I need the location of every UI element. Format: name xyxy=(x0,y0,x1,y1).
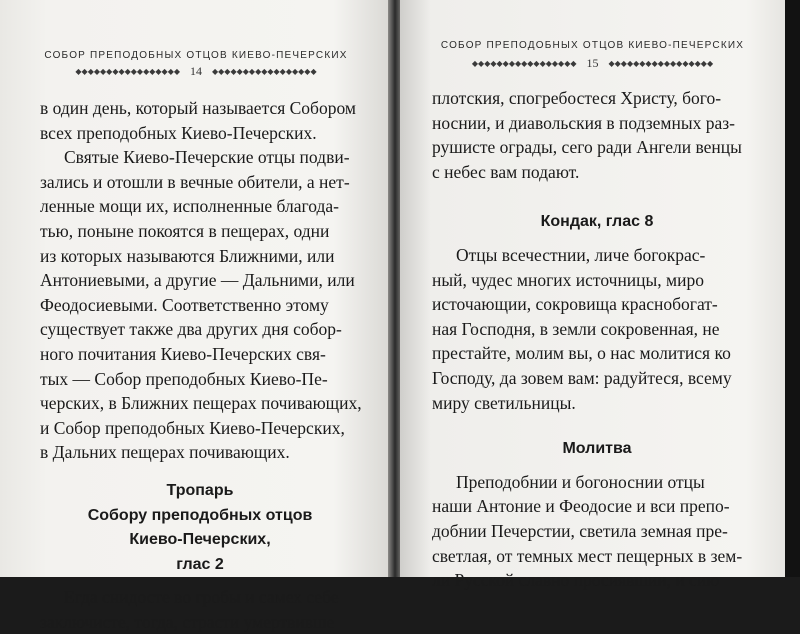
body-line: ный, чудес многих источницы, миро xyxy=(432,269,704,290)
ornament-rule-right-a: ◆◆◆◆◆◆◆◆◆◆◆◆◆◆◆◆◆ xyxy=(471,59,577,68)
page-number-right: 15 xyxy=(586,56,599,70)
ornament-rule-right-b: ◆◆◆◆◆◆◆◆◆◆◆◆◆◆◆◆◆ xyxy=(608,59,714,68)
page-number-row-left xyxy=(0,64,392,79)
right-body xyxy=(432,86,762,593)
troparion-heading: Киево-Печерских, xyxy=(129,531,271,549)
troparion-heading: Тропарь xyxy=(166,481,234,499)
body-line: рушисте ограды, сего ради Ангели венцы xyxy=(432,137,742,158)
right-page xyxy=(400,0,785,591)
kontakion-heading: Кондак, глас 8 xyxy=(540,213,654,231)
body-line: Егда снидосте во гробы и самех себе xyxy=(64,587,339,608)
body-line: ная Господня, в земли сокровенная, не xyxy=(432,318,720,339)
body-line: светлая, от темных мест пещерных в зем- xyxy=(432,545,743,566)
troparion-heading: глас 2 xyxy=(176,555,224,573)
body-line: всех преподобных Киево-Печерских. xyxy=(40,122,317,143)
body-line: в Дальних пещерах почивающих. xyxy=(40,442,290,463)
body-line: плотския, спогребостеся Христу, бого- xyxy=(432,88,722,108)
ornament-rule-left-a: ◆◆◆◆◆◆◆◆◆◆◆◆◆◆◆◆◆ xyxy=(75,67,180,76)
body-line: Святые Киево-Печерские отцы подви- xyxy=(64,147,350,168)
page-number-row-right xyxy=(400,56,785,71)
body-line: из которых называются Ближними, или xyxy=(40,245,335,266)
body-line: Антониевыми, а другие — Дальними, или xyxy=(40,270,355,291)
prayer-heading: Молитва xyxy=(562,440,632,458)
body-line: ного почитания Киево-Печерских свя- xyxy=(40,343,326,364)
body-line: престайте, молим вы, о нас молитися ко xyxy=(432,343,731,364)
ornament-rule-left-b: ◆◆◆◆◆◆◆◆◆◆◆◆◆◆◆◆◆ xyxy=(212,67,317,76)
left-body xyxy=(40,96,360,634)
body-line: Преподобнии и богоноснии отцы xyxy=(456,471,705,492)
body-line: и Собор преподобных Киево-Печерских, xyxy=(40,417,345,438)
body-line: носнии, и диавольския в подземных раз- xyxy=(432,112,736,133)
body-line: ли Русской славно просиявшии, и сию xyxy=(432,570,720,591)
body-line: Феодосиевыми. Соответственно этому xyxy=(40,294,329,315)
body-line: миру светильницы. xyxy=(432,392,576,413)
page-number-left: 14 xyxy=(190,64,202,78)
body-line: зались и отошли в вечные обители, а нет- xyxy=(40,171,350,192)
body-line: ленные мощи их, исполненные благода- xyxy=(40,196,340,217)
body-line: наши Антоние и Феодосие и вси препо- xyxy=(432,496,730,517)
running-head-left: СОБОР ПРЕПОДОБНЫХ ОТЦОВ КИЕВО-ПЕЧЕРСКИХ xyxy=(44,50,348,61)
body-line: добнии Печерстии, светила земная пре- xyxy=(432,520,728,541)
troparion-heading: Собору преподобных отцов xyxy=(87,506,313,524)
book-edge-shadow xyxy=(785,0,800,577)
body-line: тых — Собор преподобных Киево-Пе- xyxy=(40,368,328,389)
body-line: источающии, сокровища краснобогат- xyxy=(432,294,718,315)
body-line: существует также два других дня собор- xyxy=(40,319,342,340)
body-line: заключисте, тогда, страсти умертвивше xyxy=(40,611,335,632)
left-page xyxy=(0,0,392,632)
body-line: тью, поныне покоятся в пещерах, одни xyxy=(40,220,330,241)
running-head-right: СОБОР ПРЕПОДОБНЫХ ОТЦОВ КИЕВО-ПЕЧЕРСКИХ xyxy=(440,40,745,51)
body-line: с небес вам подают. xyxy=(432,161,580,182)
body-line: черских, в Ближних пещерах почивающих, xyxy=(40,393,362,414)
body-line: Отцы всечестнии, личе богокрас- xyxy=(456,244,706,265)
body-line: в один день, который называется Собором xyxy=(40,98,356,118)
body-line: Господу, да зовем вам: радуйтеся, всему xyxy=(432,367,732,388)
